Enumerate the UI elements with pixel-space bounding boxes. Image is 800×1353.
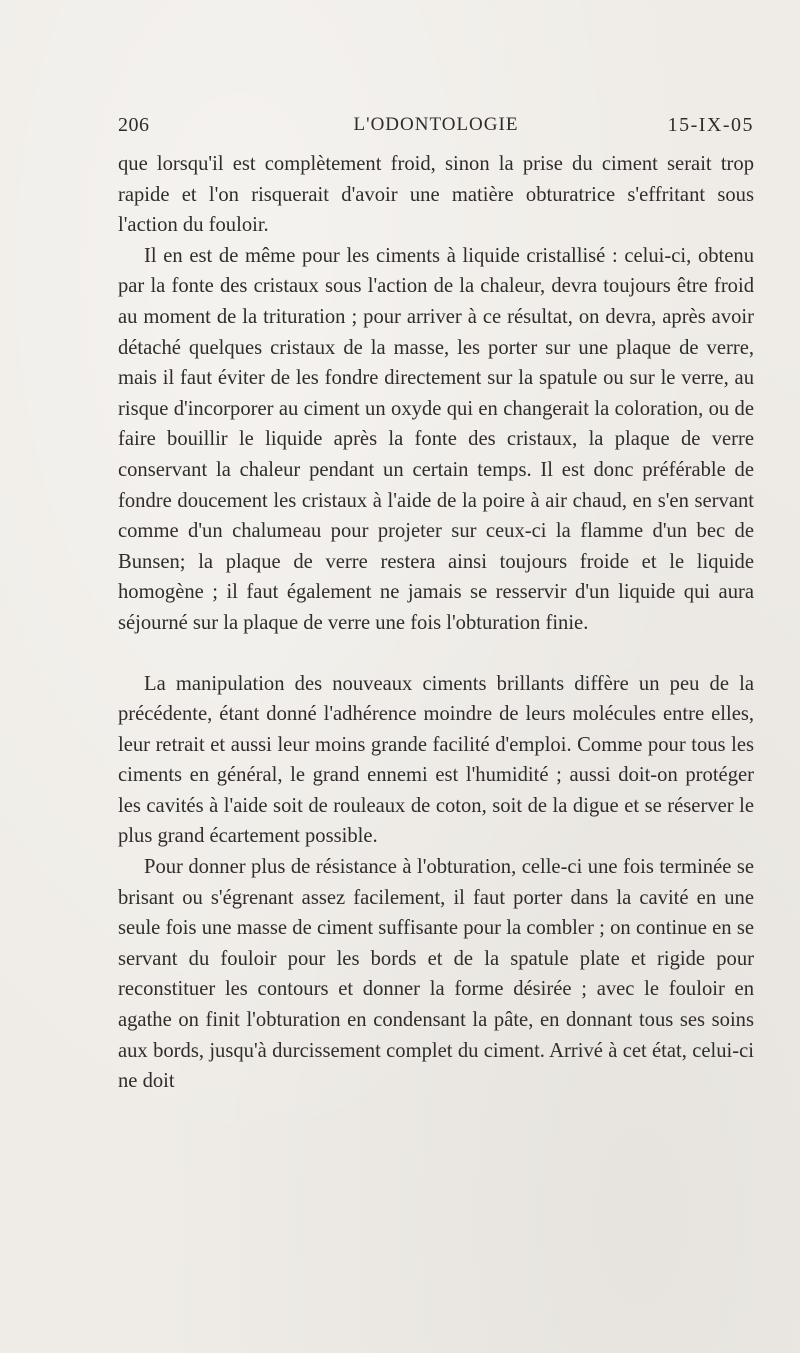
paragraph-brilliant-cements: La manipulation des nouveaux ciments brillants diffère un peu de la précédente, étant donné l'adhérence moindre de leurs molécules entre elles, leur retrait et aussi leur moins grande facilité d'emploi. Comme pour tous les ciments en général, le grand ennemi est l'humidité ; aussi doit-on protéger les cavités à l'aide soit de rouleaux de coton, soit de la digue et se réserver le plus grand écartement possible.	[118, 672, 754, 848]
running-header	[118, 114, 754, 144]
journal-title: L'ODONTOLOGIE	[353, 114, 519, 135]
page-number: 206	[118, 114, 150, 136]
body-text	[118, 149, 754, 1097]
paragraph-obturation-resistance: Pour donner plus de résistance à l'obturation, celle-ci une fois terminée se brisant ou s'égrenant assez facilement, il faut porter dans la cavité en une seule fois une masse de ciment suffisante pour la combler ; on continue en se servant du fouloir pour les bords et de la spatule plate et rigide pour reconstituer les contours et donner la forme désirée ; avec le fouloir en agathe on finit l'obturation en condensant la pâte, en donnant tous ses soins aux bords, jusqu'à durcissement complet du ciment. Arrivé à cet état, celui-ci ne doit	[118, 856, 754, 1093]
paragraph-liquid-crystallized-cements: Il en est de même pour les ciments à liquide cristallisé : celui-ci, obtenu par la fonte des cristaux sous l'action de la chaleur, devra toujours être froid au moment de la trituration ; pour arriver à ce résultat, on devra, après avoir détaché quelques cristaux de la masse, les porter sur une plaque de verre, mais il faut éviter de les fondre directement sur la spatule ou sur le verre, au risque d'incorporer au ciment un oxyde qui en changerait la coloration, ou de faire bouillir le liquide après la fonte des cristaux, la plaque de verre conservant la chaleur pendant un certain temps. Il est donc préférable de fondre doucement les cristaux à l'aide de la poire à air chaud, en s'en servant comme d'un chalumeau pour projeter sur ceux-ci la flamme d'un bec de Bunsen; la plaque de verre restera ainsi toujours froide et le liquide homogène ; il faut également ne jamais se resservir d'un liquide qui aura séjourné sur la plaque de verre une fois l'obturation finie.	[118, 244, 754, 634]
issue-date: 15-IX-05	[667, 114, 754, 136]
paragraph-continued: que lorsqu'il est complètement froid, sinon la prise du ciment serait trop rapide et l'on risquerait d'avoir une matière obturatrice s'effritant sous l'action du fouloir.	[118, 153, 754, 237]
